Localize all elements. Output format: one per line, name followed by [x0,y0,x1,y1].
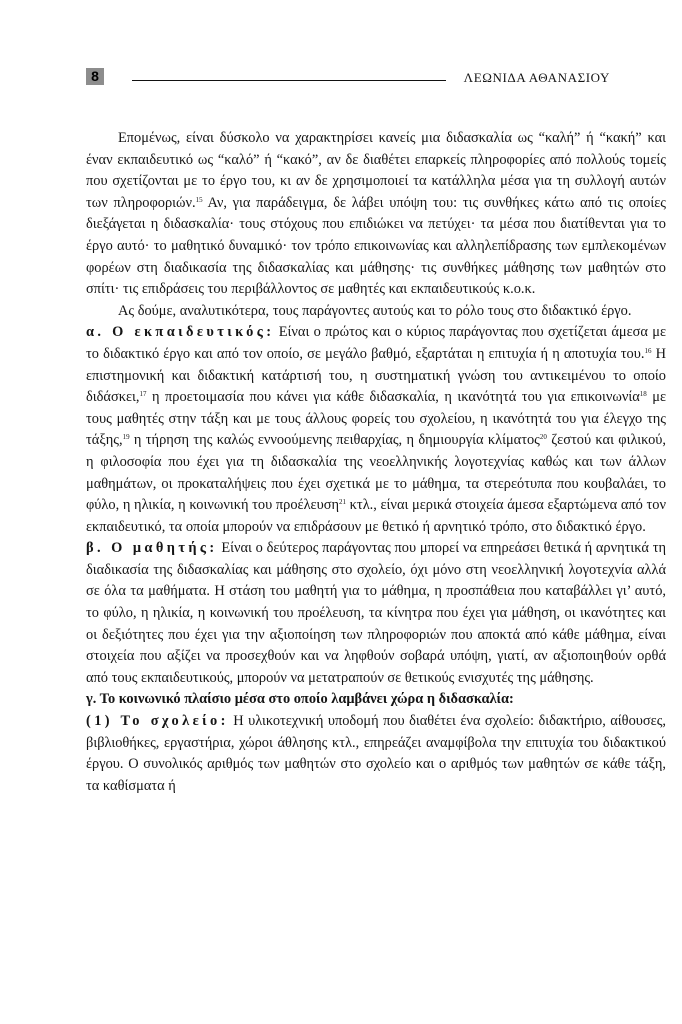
section-school [86,711,666,797]
header-rule [132,80,446,81]
footnote-marker: 20 [539,433,547,442]
page-body [86,128,666,797]
intro-text-2: Αν, για παράδειγμα, δε λάβει υπόψη του: τις συνθήκες κάτω από τις οποίες διεξάγεται η διδασκαλία· τους στόχους που επιδιώκει να πετύχει· τα μέσα που διατίθενται για το έργο αυτό· το μαθητικό δυναμικό· τον τρόπο επικοινωνίας και αλληλεπίδρασης των εμπλεκομένων φορέων στη διαδικασία της διδασκαλίας και μάθησης· τις συνθήκες μάθησης των μαθητών στο σπίτι· τις επιδράσεις του περιβάλλοντος σε μαθητές και εκπαιδευτικούς κ.ο.κ. [86,194,666,298]
running-header-author: ΛΕΩΝΙΔΑ ΑΘΑΝΑΣΙΟΥ [463,70,610,85]
section-student [86,538,666,689]
teacher-text-7: κτλ., είναι μερικά στοιχεία άμεσα εξαρτώμενα από τον εκπαιδευτικό, τα οποία μπορούν να επιδράσουν με θετικό ή αρνητικό τρόπο, στο διδακτικό έργο. [86,497,666,535]
paragraph-overview [86,301,666,323]
overview-text: Ας δούμε, αναλυτικότερα, τους παράγοντες αυτούς και το ρόλο τους στο διδακτικό έργο. [118,302,632,319]
intro-text-1: Επομένως, είναι δύσκολο να χαρακτηρίσει κανείς μια διδασκαλία ως “καλή” ή “κακή” και έναν εκπαιδευτικό ως “καλό” ή “κακό”, αν δε διαθέτει επαρκείς πληροφορίες από πολλούς τομείς που σχετίζονται με το έργο του, κι αν δε χρησιμοποιεί τα κατάλληλα μέσα για τη συλλογή αυτών των πληροφοριών. [86,130,666,211]
section-label-school: (1) Το σχολείο: [86,713,229,730]
section-label-teacher: α. Ο εκπαιδευτικός: [86,324,275,341]
school-text: Η υλικοτεχνική υποδομή που διαθέτει ένα σχολείο: διδακτήριο, αίθουσες, βιβλιοθήκες, εργαστήρια, χώροι άθλησης κτλ., επηρεάζει αναμφίβολα την επιτυχία του διδακτικού έργου. Ο συνολικός αριθμός των μαθητών στο σχολείο και ο αριθμός των μαθητών σε κάθε τάξη, τα καθίσματα ή [86,713,666,794]
paragraph-intro [86,128,666,301]
footnote-marker: 19 [122,433,130,442]
page-number: 8 [86,68,104,85]
teacher-text-2: Η επιστημονική και διδακτική κατάρτισή του, η συστηματική γνώση του αντικειμένου το οποίο διδάσκει, [86,345,666,406]
teacher-text-5: η τήρηση της καλώς εννοούμενης πειθαρχίας, η δημιουργία κλίματος [129,432,540,449]
teacher-text-1: Είναι ο πρώτος και ο κύριος παράγοντας που σχετίζεται άμεσα με το διδακτικό έργο και από τον οποίο, σε μεγάλο βαθμό, εξαρτάται η επιτυχία ή η αποτυχία του. [86,324,666,362]
student-text: Είναι ο δεύτερος παράγοντας που μπορεί να επηρεάσει θετικά ή αρνητικά τη διαδικασία της διδασκαλίας και μάθησης στο σχολείο, όχι μόνο στη νεοελληνική λογοτεχνία αλλά σε όλα τα μαθήματα. Η στάση του μαθητή για το μάθημα, η προσπάθεια που καταβάλλει γι’ αυτό, το φύλο, η ηλικία, η κοινωνική του προέλευση, τα κίνητρα που έχει για μάθηση, οι ικανότητες και οι δεξιότητες που έχει για την αξιοποίηση των πληροφοριών που αποκτά από κάθε μάθημα, είναι στοιχεία που αξίζει να προσεχθούν και να ληφθούν σοβαρά υπόψη, γιατί, αν αξιοποιηθούν ορθά από τους εκπαιδευτικούς, μπορούν να μετατραπούν σε θετικούς ενισχυτές της μάθησης. [86,540,666,686]
footnote-marker: 15 [195,195,203,204]
teacher-text-4: με τους μαθητές στην τάξη και με τους άλλους φορείς του σχολείου, η ικανότητά του για έλεγχο της τάξης, [86,389,666,449]
footnote-marker: 17 [139,390,147,399]
teacher-text-6: ζεστού και φιλικού, η φιλοσοφία που έχει για τη διδασκαλία της νεοελληνικής λογοτεχνίας καθώς και των άλλων μαθημάτων, οι προκαταλήψεις που έχει σχετικά με το μάθημα, τα στερεότυπα που κουβαλάει, το φύλο, η ηλικία, η κοινωνική του προέλευση [86,432,666,514]
teacher-text-3: η προετοιμασία που κάνει για κάθε διδασκαλία, η ικανότητά του για επικοινωνία [146,389,640,406]
footnote-marker: 16 [644,346,652,355]
section-teacher [86,322,666,538]
footnote-marker: 21 [339,498,346,507]
section-heading-social-context: γ. Το κοινωνικό πλαίσιο μέσα στο οποίο λαμβάνει χώρα η διδασκαλία: [86,691,514,708]
footnote-marker: 18 [639,390,647,399]
section-label-student: β. Ο μαθητής: [86,540,218,557]
